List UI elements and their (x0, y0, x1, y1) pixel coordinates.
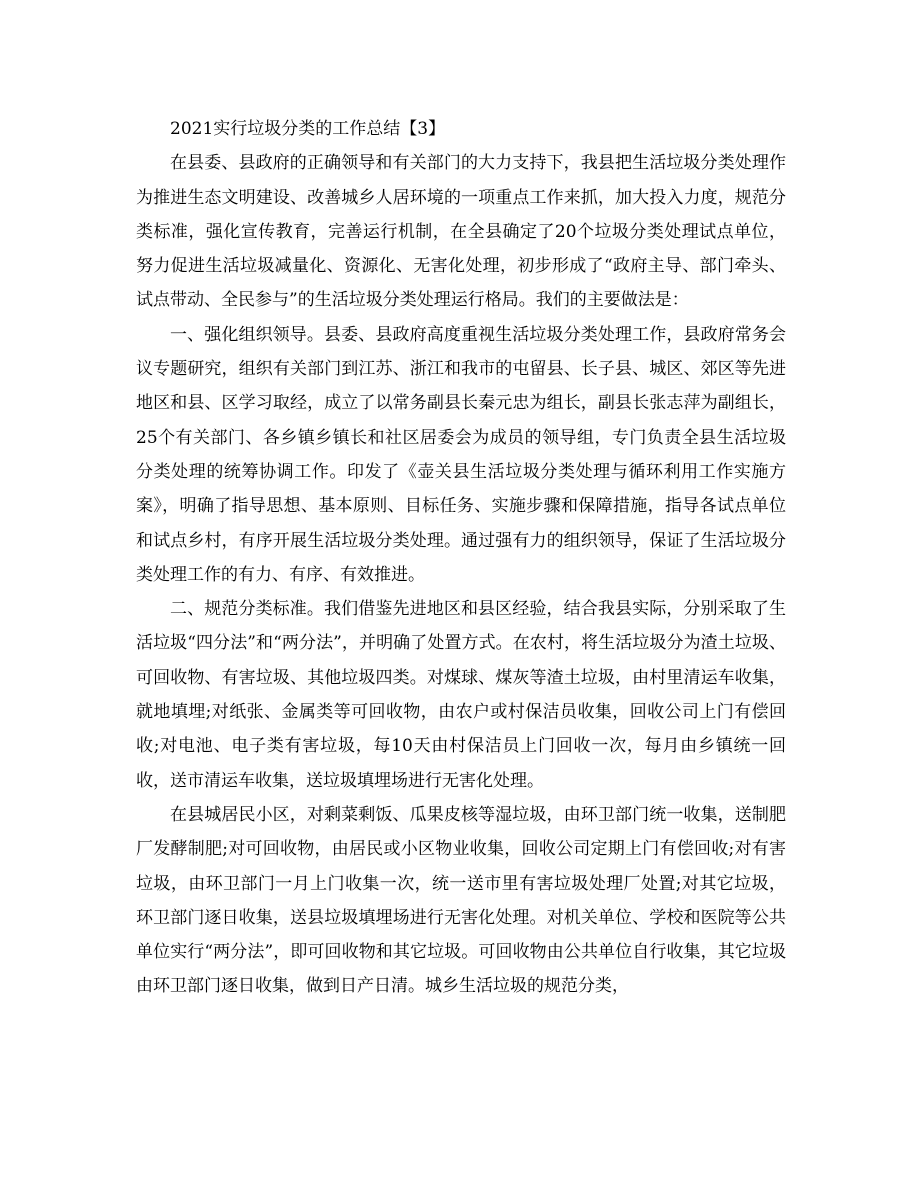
paragraph-urban-residential: 在县城居民小区，对剩菜剩饭、瓜果皮核等湿垃圾，由环卫部门统一收集，送制肥厂发酵制肥;对可回收物，由居民或小区物业收集，回收公司定期上门有偿回收;对有害垃圾，由环卫部门一月上门收集一次，统一送市里有害垃圾处理厂处置;对其它垃圾，环卫部门逐日收集，送县垃圾填埋场进行无害化处理。对机关单位、学校和医院等公共单位实行“两分法”，即可回收物和其它垃圾。可回收物由公共单位自行收集，其它垃圾由环卫部门逐日收集，做到日产日清。城乡生活垃圾的规范分类， (136, 804, 786, 997)
paragraph-intro: 在县委、县政府的正确领导和有关部门的大力支持下，我县把生活垃圾分类处理作为推进生态文明建设、改善城乡人居环境的一项重点工作来抓，加大投入力度，规范分类标准，强化宣传教育，完善运行机制，在全县确定了20个垃圾分类处理试点单位，努力促进生活垃圾减量化、资源化、无害化处理，初步形成了“政府主导、部门牵头、试点带动、全民参与”的生活垃圾分类处理运行格局。我们的主要做法是： (136, 153, 786, 311)
paragraph-organization-leadership: 一、强化组织领导。县委、县政府高度重视生活垃圾分类处理工作，县政府常务会议专题研究，组织有关部门到江苏、浙江和我市的屯留县、长子县、城区、郊区等先进地区和县、区学习取经，成立了以常务副县长秦元忠为组长，副县长张志萍为副组长，25个有关部门、各乡镇乡镇长和社区居委会为成员的领导组，专门负责全县生活垃圾分类处理的统筹协调工作。印发了《壶关县生活垃圾分类处理与循环利用工作实施方案》，明确了指导思想、基本原则、目标任务、实施步骤和保障措施，指导各试点单位和试点乡村，有序开展生活垃圾分类处理。通过强有力的组织领导，保证了生活垃圾分类处理工作的有力、有序、有效推进。 (136, 324, 786, 585)
document-title: 2021实行垃圾分类的工作总结【3】 (170, 119, 446, 139)
paragraph-classification-standards: 二、规范分类标准。我们借鉴先进地区和县区经验，结合我县实际，分别采取了生活垃圾“四分法”和“两分法”，并明确了处置方式。在农村，将生活垃圾分为渣土垃圾、可回收物、有害垃圾、其他垃圾四类。对煤球、煤灰等渣土垃圾，由村里清运车收集，就地填埋;对纸张、金属类等可回收物，由农户或村保洁员收集，回收公司上门有偿回收;对电池、电子类有害垃圾，每10天由村保洁员上门回收一次，每月由乡镇统一回收，送市清运车收集，送垃圾填埋场进行无害化处理。 (136, 599, 786, 791)
document-page (136, 112, 786, 1004)
